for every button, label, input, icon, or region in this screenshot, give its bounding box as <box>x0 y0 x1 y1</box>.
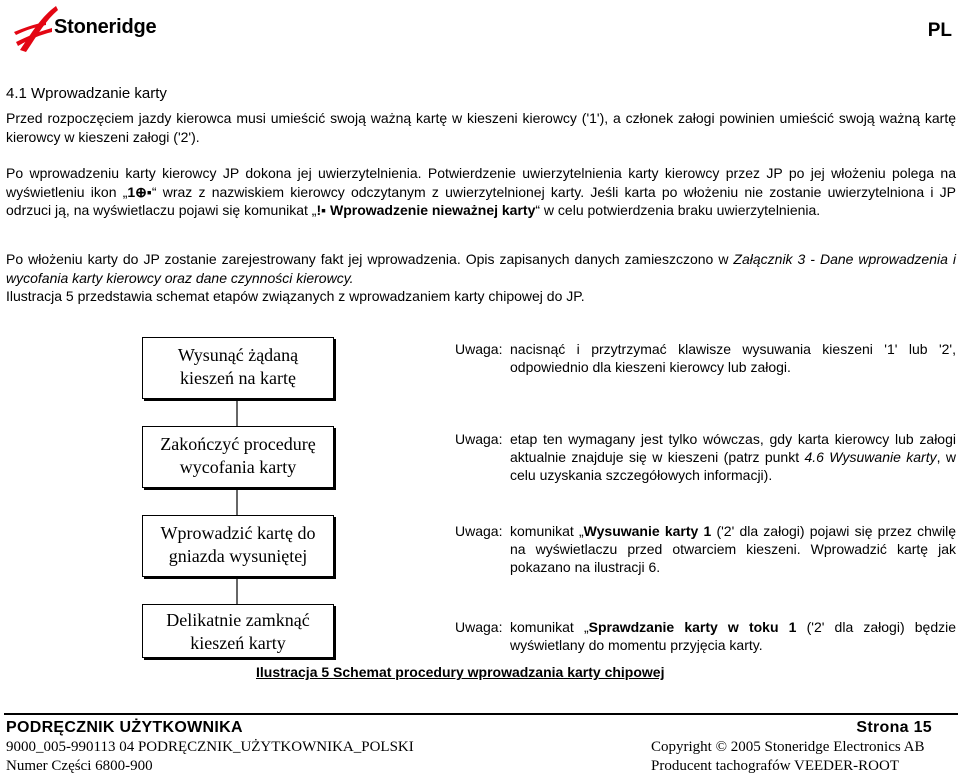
flow-step-close-slot: Delikatnie zamknąć kieszeń karty <box>142 604 334 658</box>
footer-divider <box>4 713 958 715</box>
language-code: PL <box>927 20 952 41</box>
note-ejecting-message: Uwaga: komunikat „Wysuwanie karty 1 ('2' dla załogi) pojawi się przez chwilę na wyświetlaczu przed otwarciem kieszeni. Wprowadzić kartę jak pokazano na ilustracji 6. <box>455 523 956 575</box>
note-eject: Uwaga: nacisnąć i przytrzymać klawisze wysuwania kieszeni '1' lub '2', odpowiednio dla kieszeni kierowcy lub załogi. <box>455 341 956 375</box>
figure-caption: Ilustracja 5 Schemat procedury wprowadzania karty chipowej <box>256 664 665 680</box>
page-number: Strona 15 <box>856 719 932 736</box>
paragraph-records: Po włożeniu karty do JP zostanie zarejestrowany fakt jej wprowadzenia. Opis zapisanych danych zamieszczono w Załącznik 3 - Dane wprowadzenia i wycofania karty kierowcy oraz dane czynności kierowcy. Ilustracja 5 przedstawia schemat etapów związanych z wprowadzaniem karty chipowej do JP. <box>6 251 957 304</box>
flow-step-eject-slot: Wysunąć żądaną kieszeń na kartę <box>142 337 334 399</box>
brand-name: Stoneridge <box>54 16 157 38</box>
flow-step-finish-withdrawal: Zakończyć procedurę wycofania karty <box>142 426 334 488</box>
footer-title: PODRĘCZNIK UŻYTKOWNIKA <box>6 719 243 736</box>
paragraph-intro: Przed rozpoczęciem jazdy kierowca musi umieścić swoją ważną kartę w kieszeni kierowcy ('1'), a członek załogi powinien umieścić swoją ważną kartę kierowcy w kieszeni załogi ('2'). <box>6 110 956 145</box>
card-inserted-icon: 1⊕▪ <box>127 183 152 200</box>
part-number: Numer Części 6800-900 <box>6 758 153 774</box>
slot-one-icon: 1 <box>788 619 797 635</box>
producer: Producent tachografów VEEDER-ROOT <box>651 758 899 774</box>
paragraph-authentication: Po wprowadzeniu karty kierowcy JP dokona jej uwierzytelnienia. Potwierdzenie uwierzytelnienia karty kierowcy przez JP po jej włożeniu polega na wyświetleniu ikon „1⊕▪“ wraz z nazwiskiem kierowcy odczytanym z uwierzytelnionej karty. Jeśli karta po włożeniu nie zostanie uwierzytelniona i JP odrzuci ją, na wyświetlaczu pojawi się komunikat „!▪ Wprowadzenie nieważnej karty“ w celu potwierdzenia braku uwierzytelnienia. <box>6 165 957 218</box>
slot-one-icon: 1 <box>703 523 712 539</box>
appendix-reference: Załącznik 3 - Dane wprowadzenia i wycofania karty kierowcy oraz dane czynności kierowcy. <box>6 251 957 286</box>
note-withdrawal: Uwaga: etap ten wymagany jest tylko wówczas, gdy karta kierowcy lub załogi aktualnie znajduje się w kieszeni (patrz punkt 4.6 Wysuwanie karty, w celu uzyskania szczegółowych informacji). <box>455 431 956 483</box>
note-checking-message: Uwaga: komunikat „Sprawdzanie karty w toku 1 ('2' dla załogi) będzie wyświetlany do momentu przyjęcia karty. <box>455 619 956 653</box>
invalid-card-icon: !▪ <box>316 202 327 218</box>
document-id: 9000_005-990113 04 PODRĘCZNIK_UŻYTKOWNIKA_POLSKI <box>6 739 414 755</box>
flow-step-insert-card: Wprowadzić kartę do gniazda wysuniętej <box>142 515 334 577</box>
section-title: 4.1 Wprowadzanie karty <box>6 85 167 102</box>
copyright: Copyright © 2005 Stoneridge Electronics AB <box>651 739 925 755</box>
